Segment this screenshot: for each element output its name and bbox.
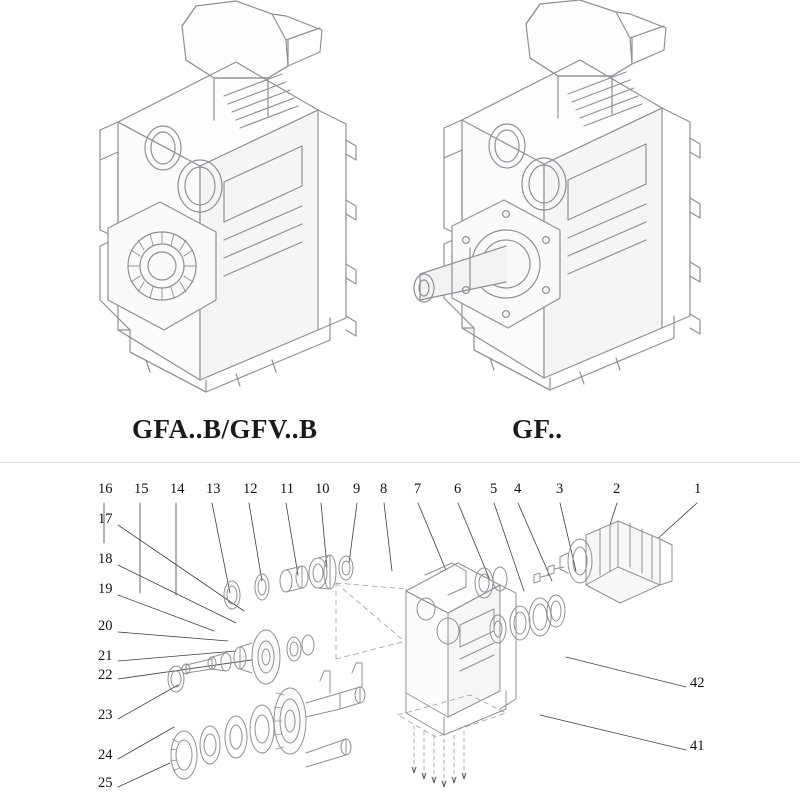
callout-17: 17 [98,511,113,527]
callout-24: 24 [98,747,113,763]
callout-15: 15 [134,481,149,497]
callout-19: 19 [98,581,113,597]
callout-13: 13 [206,481,221,497]
callout-5: 5 [490,481,498,497]
callout-3: 3 [556,481,564,497]
callout-10: 10 [315,481,330,497]
callout-11: 11 [280,481,294,497]
callout-7: 7 [414,481,422,497]
callout-18: 18 [98,551,113,567]
callout-42: 42 [690,675,705,691]
callout-25: 25 [98,775,113,791]
callout-2: 2 [613,481,621,497]
callout-23: 23 [98,707,113,723]
caption-left-gearbox: GFA..B/GFV..B [132,414,318,444]
callout-6: 6 [454,481,462,497]
callout-8: 8 [380,481,388,497]
callout-12: 12 [243,481,258,497]
callout-9: 9 [353,481,361,497]
callout-4: 4 [514,481,522,497]
exploded-parts-illustration [0,463,800,800]
callout-41: 41 [690,738,705,754]
callout-22: 22 [98,667,113,683]
callout-14: 14 [170,481,185,497]
callout-16: 16 [98,481,113,497]
right-gearbox-drawing [414,0,700,390]
left-gearbox-drawing [100,1,356,392]
caption-right-gearbox: GF.. [512,414,563,444]
callout-21: 21 [98,648,113,664]
callout-20: 20 [98,618,113,634]
exploded-view-area [0,463,800,800]
callout-1: 1 [694,481,702,497]
